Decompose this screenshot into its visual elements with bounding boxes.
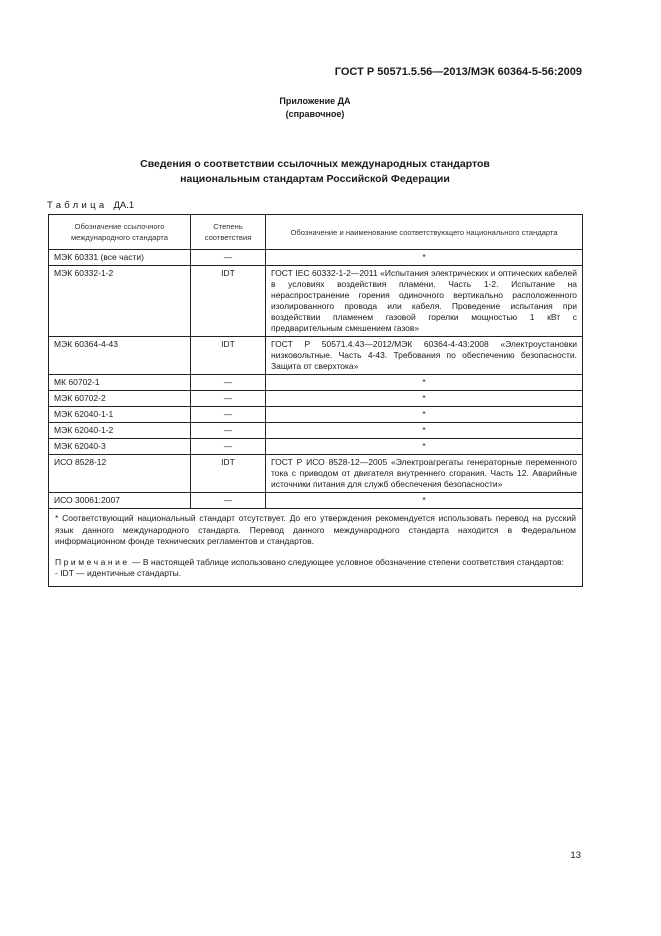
table-row: [49, 407, 583, 423]
correspondence-degree-cell: IDT: [191, 266, 266, 337]
table-note: [55, 557, 576, 569]
annex-subtitle: (справочное): [285, 109, 345, 119]
correspondence-degree-cell: —: [191, 391, 266, 407]
national-standard-cell: *: [266, 493, 583, 509]
idt-definition: - IDT — идентичные стандарты.: [55, 568, 182, 578]
table-row: [49, 493, 583, 509]
correspondence-degree-cell: IDT: [191, 337, 266, 375]
national-standard-cell: *: [266, 250, 583, 266]
correspondence-degree-cell: IDT: [191, 455, 266, 493]
correspondence-degree-cell: —: [191, 407, 266, 423]
national-standard-cell: *: [266, 391, 583, 407]
correspondence-degree-cell: —: [191, 375, 266, 391]
document-header: ГОСТ Р 50571.5.56—2013/МЭК 60364-5-56:2009: [334, 66, 582, 78]
international-standard-cell: МЭК 60364-4-43: [49, 337, 191, 375]
table-footnote-row: [49, 509, 583, 587]
table-label-word: Таблица: [47, 200, 108, 211]
table-row: [49, 250, 583, 266]
header-correspondence-degree: Степень соответствия: [191, 215, 266, 250]
international-standard-cell: МЭК 62040-1-2: [49, 423, 191, 439]
table-header-row: [49, 215, 583, 250]
table-row: [49, 266, 583, 337]
correspondence-table: [48, 214, 583, 587]
international-standard-cell: МЭК 60702-2: [49, 391, 191, 407]
international-standard-cell: МЭК 62040-3: [49, 439, 191, 455]
annex-heading: [0, 95, 630, 121]
table-row: [49, 455, 583, 493]
table-row: [49, 391, 583, 407]
asterisk-footnote: * Соответствующий национальный стандарт отсутствует. До его утверждения рекомендуется использовать перевод на русский язык данного международного стандарта. Перевод данного международного стандарта находится в Федеральном информационном фонде технических регламентов и стандартов.: [55, 513, 576, 546]
section-title-line1: Сведения о соответствии ссылочных международных стандартов: [140, 158, 490, 170]
national-standard-cell: *: [266, 439, 583, 455]
international-standard-cell: ИСО 30061:2007: [49, 493, 191, 509]
header-international-standard: Обозначение ссылочного международного стандарта: [49, 215, 191, 250]
international-standard-cell: МЭК 60331 (все части): [49, 250, 191, 266]
note-text: — В настоящей таблице использовано следующее условное обозначение степени соответствия стандартов:: [129, 556, 564, 567]
annex-title: Приложение ДА: [279, 96, 351, 106]
page-number: 13: [570, 850, 581, 861]
table-footnote: [49, 509, 583, 587]
correspondence-degree-cell: —: [191, 493, 266, 509]
table-body: [49, 250, 583, 509]
note-word: Примечание: [55, 556, 130, 567]
correspondence-degree-cell: —: [191, 423, 266, 439]
national-standard-cell: ГОСТ IEC 60332-1-2—2011 «Испытания электрических и оптических кабелей в условиях воздействия пламени. Часть 1-2. Испытание на нераспространение горения одиночного вертикально расположенного изолированного провода или кабеля. Проведение испытания при воздействии пламенем газовой горелки мощностью 1 кВт с предварительным смешением газов»: [266, 266, 583, 337]
international-standard-cell: МЭК 60332-1-2: [49, 266, 191, 337]
table-label: [47, 200, 134, 211]
table-row: [49, 423, 583, 439]
national-standard-cell: *: [266, 423, 583, 439]
table-row: [49, 439, 583, 455]
national-standard-cell: *: [266, 375, 583, 391]
header-national-standard: Обозначение и наименование соответствующего национального стандарта: [266, 215, 583, 250]
table-row: [49, 337, 583, 375]
international-standard-cell: МК 60702-1: [49, 375, 191, 391]
international-standard-cell: ИСО 8528-12: [49, 455, 191, 493]
international-standard-cell: МЭК 62040-1-1: [49, 407, 191, 423]
correspondence-degree-cell: —: [191, 439, 266, 455]
national-standard-cell: ГОСТ Р 50571.4.43—2012/МЭК 60364-4-43:2008 «Электроустановки низковольтные. Часть 4-43. Требования по обеспечению безопасности. Защита от сверхтока»: [266, 337, 583, 375]
section-title-line2: национальным стандартам Российской Федерации: [180, 173, 450, 185]
table-row: [49, 375, 583, 391]
table-label-number: ДА.1: [113, 200, 135, 211]
national-standard-cell: ГОСТ Р ИСО 8528-12—2005 «Электроагрегаты генераторные переменного тока с приводом от двигателя внутреннего сгорания. Часть 12. Аварийные источники питания для служб обеспечения безопасности»: [266, 455, 583, 493]
national-standard-cell: *: [266, 407, 583, 423]
correspondence-degree-cell: —: [191, 250, 266, 266]
section-title: [0, 157, 630, 187]
